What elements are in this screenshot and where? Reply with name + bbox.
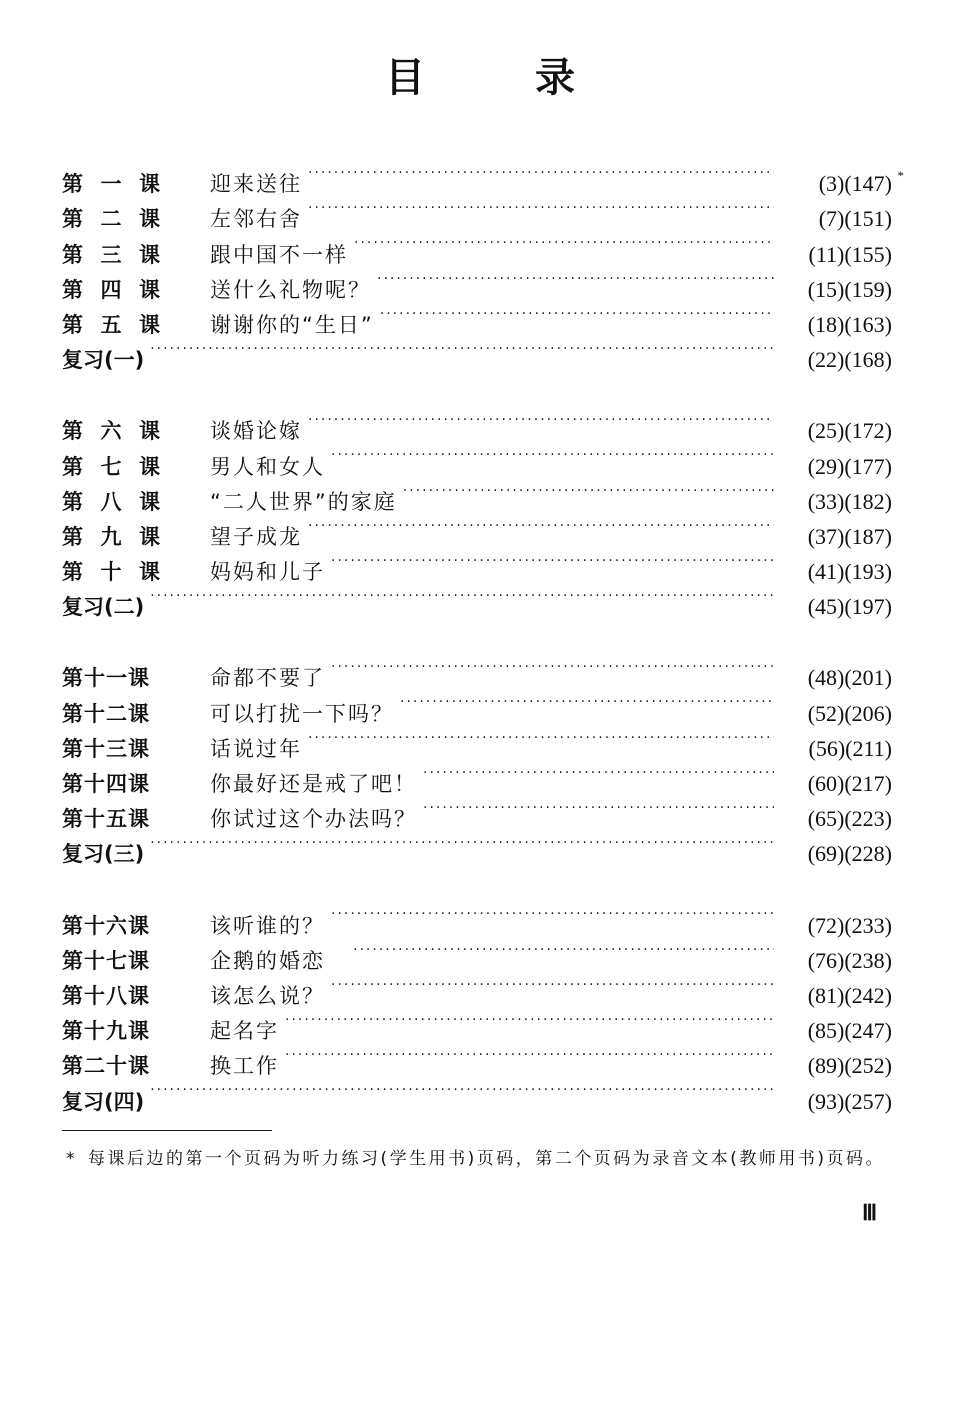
dot-leader bbox=[150, 332, 774, 367]
lesson-title: 迎来送往 bbox=[210, 172, 302, 197]
lesson-number bbox=[62, 202, 210, 237]
page-refs: (18)(163) bbox=[807, 311, 892, 337]
dot-leader bbox=[308, 191, 774, 226]
lesson-title: 送什么礼物呢？ bbox=[210, 277, 371, 302]
lesson-title: 谈婚论嫁 bbox=[210, 419, 302, 444]
page-number: Ⅲ bbox=[862, 1200, 878, 1225]
lesson-number-char: 七 bbox=[100, 454, 122, 479]
dot-leader bbox=[308, 156, 774, 191]
lesson-number-char: 三 bbox=[100, 242, 122, 267]
page-refs bbox=[784, 166, 904, 201]
lesson-number: 第十九课 bbox=[62, 1019, 150, 1044]
lesson-number: 第十八课 bbox=[62, 983, 150, 1008]
lesson-title: 你最好还是戒了吧！ bbox=[210, 772, 417, 796]
toc-group bbox=[62, 156, 904, 373]
lesson-title: 谢谢你的“生日” bbox=[210, 312, 374, 337]
dot-leader bbox=[285, 1003, 774, 1038]
review-label: 复习(四) bbox=[62, 1089, 145, 1114]
toc-entry[interactable] bbox=[62, 650, 892, 691]
page-refs: (85)(247) bbox=[807, 1018, 892, 1044]
page-refs: (56)(211) bbox=[808, 735, 892, 761]
page-refs: (15)(159) bbox=[807, 276, 892, 302]
lesson-title: 你试过这个办法吗？ bbox=[210, 807, 417, 832]
dot-leader bbox=[403, 474, 774, 509]
toc-entry[interactable] bbox=[62, 156, 904, 197]
table-of-contents bbox=[62, 156, 904, 1145]
page-title-char: 目 bbox=[385, 55, 425, 101]
dot-leader bbox=[308, 403, 774, 438]
page-refs: (41)(193) bbox=[807, 559, 892, 585]
page-refs: (65)(223) bbox=[807, 806, 892, 832]
lesson-number-char: 课 bbox=[139, 242, 160, 267]
page-title-char: 录 bbox=[535, 55, 575, 101]
page-refs: (69)(228) bbox=[807, 841, 892, 867]
lesson-number bbox=[62, 238, 210, 273]
lesson-number: 第十六课 bbox=[62, 913, 150, 938]
lesson-number-char: 八 bbox=[100, 489, 122, 514]
dot-leader bbox=[354, 226, 774, 261]
lesson-number bbox=[62, 485, 210, 520]
page-refs: (25)(172) bbox=[807, 418, 892, 444]
lesson-number-char: 课 bbox=[139, 419, 160, 444]
lesson-number-char: 十 bbox=[100, 560, 122, 585]
page-title bbox=[0, 50, 960, 106]
lesson-number-char: 六 bbox=[100, 419, 122, 444]
lesson-number-char: 第 bbox=[62, 172, 83, 197]
dot-leader bbox=[377, 262, 774, 297]
page-refs: (81)(242) bbox=[807, 982, 892, 1008]
lesson-title: 可以打扰一下吗？ bbox=[210, 701, 394, 726]
lesson-number bbox=[62, 450, 210, 485]
lesson-title: 左邻右舍 bbox=[210, 207, 302, 232]
lesson-number-char: 第 bbox=[62, 242, 83, 267]
lesson-number-char: 第 bbox=[62, 419, 83, 444]
lesson-number-char: 课 bbox=[139, 172, 160, 197]
toc-group bbox=[62, 897, 892, 1114]
dot-leader bbox=[400, 685, 774, 720]
lesson-number-char: 五 bbox=[100, 312, 122, 337]
dot-leader bbox=[331, 650, 774, 685]
dot-leader bbox=[308, 721, 774, 756]
page-refs: (48)(201) bbox=[807, 665, 892, 691]
lesson-number: 第二十课 bbox=[62, 1054, 150, 1079]
lesson-number-char: 课 bbox=[139, 454, 160, 479]
dot-leader bbox=[331, 968, 774, 1003]
page-refs: (29)(177) bbox=[807, 453, 892, 479]
lesson-number: 第十七课 bbox=[62, 948, 150, 973]
lesson-number-char: 第 bbox=[62, 489, 83, 514]
review-label: 复习(二) bbox=[62, 595, 145, 620]
toc-review-entry[interactable] bbox=[62, 1073, 892, 1114]
lesson-number-char: 第 bbox=[62, 312, 83, 337]
lesson-number: 第十四课 bbox=[62, 772, 150, 796]
lesson-title: 话说过年 bbox=[210, 736, 302, 761]
dot-leader bbox=[331, 897, 774, 932]
page-refs: (33)(182) bbox=[807, 488, 892, 514]
lesson-number bbox=[62, 167, 210, 202]
page-refs: (93)(257) bbox=[807, 1088, 892, 1114]
dot-leader bbox=[353, 933, 774, 968]
lesson-number bbox=[62, 520, 210, 555]
lesson-number-char: 第 bbox=[62, 277, 83, 302]
lesson-number: 第十二课 bbox=[62, 701, 150, 726]
dot-leader bbox=[308, 509, 774, 544]
lesson-number-char: 九 bbox=[100, 524, 122, 549]
review-label: 复习(一) bbox=[62, 348, 145, 373]
dot-leader bbox=[331, 438, 774, 473]
page-refs: (7)(151) bbox=[818, 206, 892, 232]
page-refs: (60)(217) bbox=[807, 771, 892, 796]
lesson-number-char: 课 bbox=[139, 489, 160, 514]
lesson-title: 该听谁的？ bbox=[210, 913, 325, 938]
dot-leader bbox=[423, 791, 774, 826]
page-refs-text: (3)(147) bbox=[818, 171, 892, 197]
footnote bbox=[66, 1147, 903, 1171]
dot-leader bbox=[380, 297, 774, 332]
review-label: 复习(三) bbox=[62, 842, 145, 867]
lesson-title: 该怎么说？ bbox=[210, 983, 325, 1008]
lesson-number-char: 课 bbox=[139, 207, 160, 232]
lesson-title: 望子成龙 bbox=[210, 524, 302, 549]
toc-review-entry[interactable] bbox=[62, 332, 892, 373]
lesson-title: 换工作 bbox=[210, 1054, 279, 1079]
lesson-number-char: 课 bbox=[139, 277, 160, 302]
page-refs: (22)(168) bbox=[807, 347, 892, 373]
lesson-number-char: 一 bbox=[100, 172, 122, 197]
footnote-marker: * bbox=[66, 1149, 77, 1169]
footnote-marker: * bbox=[897, 168, 904, 184]
lesson-number-char: 第 bbox=[62, 560, 83, 585]
lesson-number-char: 课 bbox=[139, 524, 160, 549]
page-refs: (52)(206) bbox=[807, 700, 892, 726]
lesson-number: 第十三课 bbox=[62, 736, 150, 761]
page-refs: (89)(252) bbox=[807, 1053, 892, 1079]
toc-review-entry[interactable] bbox=[62, 826, 892, 867]
footnote-divider bbox=[62, 1130, 272, 1131]
page-refs: (76)(238) bbox=[807, 947, 892, 973]
lesson-title: 起名字 bbox=[210, 1019, 279, 1044]
page-refs: (45)(197) bbox=[807, 594, 892, 620]
lesson-number bbox=[62, 273, 210, 308]
dot-leader bbox=[285, 1038, 774, 1073]
footnote-text: 每课后边的第一个页码为听力练习(学生用书)页码，第二个页码为录音文本(教师用书)页码。 bbox=[88, 1149, 886, 1169]
page-refs: (72)(233) bbox=[807, 912, 892, 938]
dot-leader bbox=[423, 756, 774, 791]
toc-group bbox=[62, 650, 892, 867]
toc-review-entry[interactable] bbox=[62, 579, 892, 620]
page-refs: (37)(187) bbox=[807, 523, 892, 549]
lesson-number-char: 第 bbox=[62, 524, 83, 549]
toc-entry[interactable] bbox=[62, 897, 892, 938]
lesson-title: 命都不要了 bbox=[210, 666, 325, 691]
lesson-title: “二人世界”的家庭 bbox=[210, 489, 397, 514]
lesson-number: 第十五课 bbox=[62, 807, 150, 832]
lesson-number-char: 课 bbox=[139, 312, 160, 337]
lesson-title: 妈妈和儿子 bbox=[210, 560, 325, 585]
lesson-title: 企鹅的婚恋 bbox=[210, 948, 325, 973]
lesson-title: 男人和女人 bbox=[210, 454, 325, 479]
dot-leader bbox=[331, 544, 774, 579]
lesson-number-char: 二 bbox=[100, 207, 122, 232]
dot-leader bbox=[150, 1073, 774, 1108]
lesson-number bbox=[62, 414, 210, 449]
lesson-number-char: 第 bbox=[62, 454, 83, 479]
lesson-title: 跟中国不一样 bbox=[210, 242, 348, 267]
page-refs: (11)(155) bbox=[808, 241, 892, 267]
lesson-number-char: 第 bbox=[62, 207, 83, 232]
lesson-number: 第十一课 bbox=[62, 666, 150, 691]
lesson-number-char: 课 bbox=[139, 560, 160, 585]
lesson-number-char: 四 bbox=[100, 277, 122, 302]
dot-leader bbox=[150, 579, 774, 614]
toc-group bbox=[62, 403, 892, 620]
toc-entry[interactable] bbox=[62, 403, 892, 444]
dot-leader bbox=[150, 826, 774, 861]
